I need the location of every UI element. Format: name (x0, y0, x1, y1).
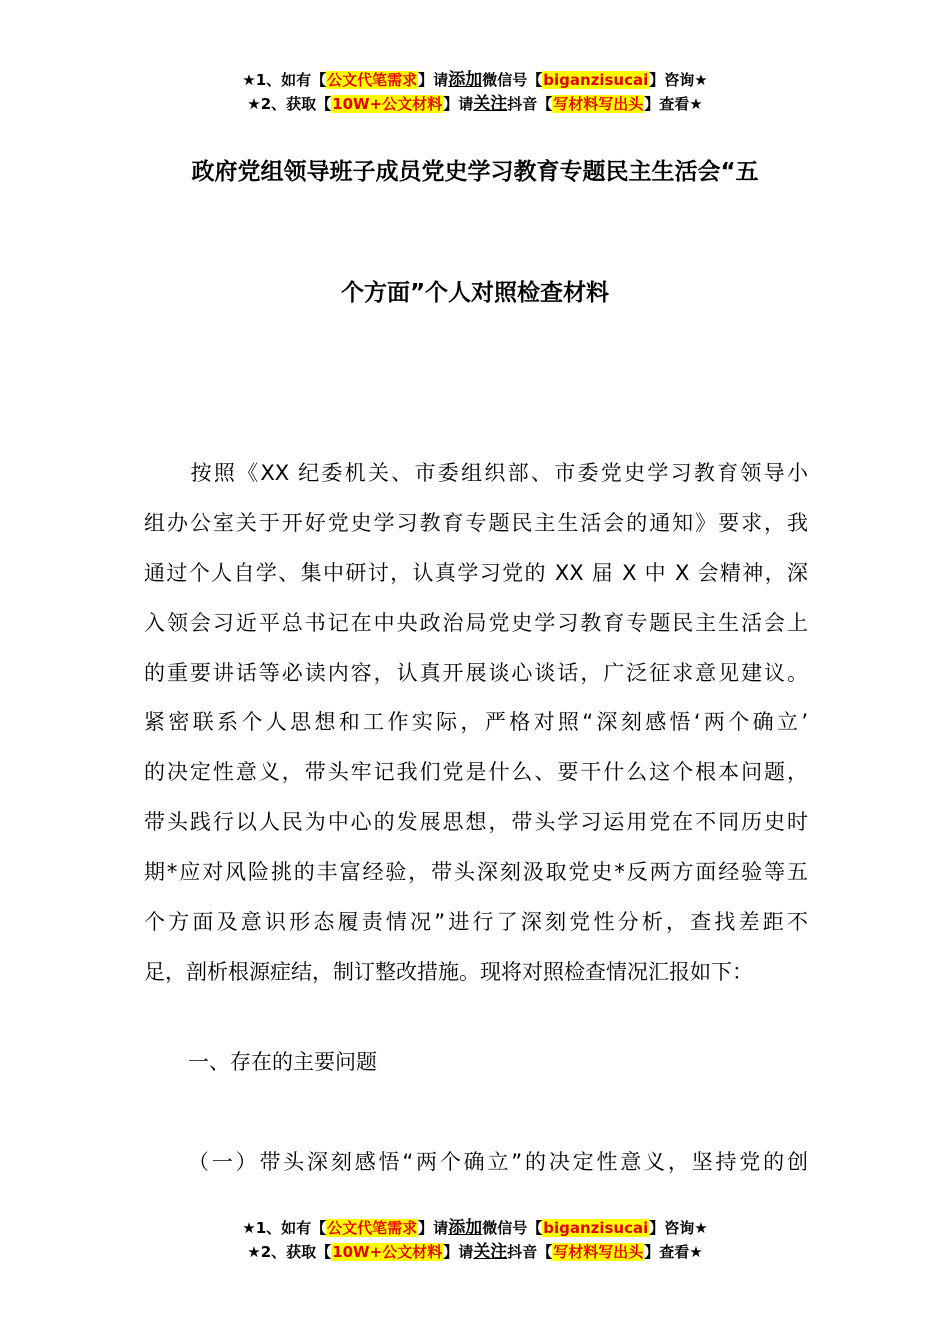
promo-text: 】请 (443, 95, 474, 113)
paragraph-line: 入领会习近平总书记在中央政治局党史学习教育专题民主生活会上 (144, 610, 808, 635)
header-promo-banner (0, 68, 950, 116)
promo-highlight: 公文代笔需求 (327, 71, 418, 89)
promo-text: ★2、获取【 (247, 1243, 332, 1261)
paragraph-line: 组办公室关于开好党史学习教育专题民主生活会的通知》要求，我 (144, 510, 808, 535)
promo-text: ★1、如有【 (242, 1219, 327, 1237)
promo-text: ★1、如有【 (242, 71, 327, 89)
promo-text: 】咨询★ (649, 71, 708, 89)
promo-emphasis: 添加 (448, 70, 483, 90)
promo-douyin-id: 写材料写出头 (553, 95, 644, 113)
promo-text: ★2、获取【 (247, 95, 332, 113)
paragraph-line: 期*应对风险挑的丰富经验，带头深刻汲取党史*反两方面经验等五 (144, 860, 808, 885)
paragraph-line: 的重要讲话等必读内容，认真开展谈心谈话，广泛征求意见建议。 (144, 660, 808, 685)
paragraph-line: 通过个人自学、集中研讨，认真学习党的 XX 届 X 中 X 会精神，深 (144, 560, 808, 585)
promo-emphasis: 添加 (448, 1218, 483, 1238)
promo-emphasis: 关注 (473, 94, 508, 114)
section-subheading: （一）带头深刻感悟“两个确立”的决定性意义，坚持党的创 (188, 1150, 808, 1174)
footer-promo-banner (0, 1216, 950, 1264)
promo-wechat-id: biganzisucai (543, 71, 649, 89)
promo-douyin-id: 写材料写出头 (553, 1243, 644, 1261)
promo-line-2 (0, 92, 950, 116)
document-title-line-2: 个方面”个人对照检查材料 (340, 280, 610, 306)
section-heading: 一、存在的主要问题 (188, 1050, 377, 1074)
promo-highlight: 10W+公文材料 (332, 95, 443, 113)
promo-text: 】请 (443, 1243, 474, 1261)
promo-text: 抖音【 (507, 1243, 553, 1261)
promo-emphasis: 关注 (473, 1242, 508, 1262)
paragraph-line: 按照《XX 纪委机关、市委组织部、市委党史学习教育领导小 (144, 461, 808, 485)
promo-highlight: 10W+公文材料 (332, 1243, 443, 1261)
promo-text: 微信号【 (482, 1219, 543, 1237)
promo-highlight: 公文代笔需求 (327, 1219, 418, 1237)
promo-text: 】咨询★ (649, 1219, 708, 1237)
promo-text: 】查看★ (644, 1243, 703, 1261)
promo-line-1 (0, 68, 950, 92)
paragraph-line: 紧密联系个人思想和工作实际，严格对照“深刻感悟‘两个确立’ (144, 710, 808, 735)
document-title-line-1: 政府党组领导班子成员党史学习教育专题民主生活会“五 (191, 159, 759, 185)
paragraph-line: 的决定性意义，带头牢记我们党是什么、要干什么这个根本问题， (144, 760, 808, 785)
promo-wechat-id: biganzisucai (543, 1219, 649, 1237)
promo-line-2 (0, 1240, 950, 1264)
promo-line-1 (0, 1216, 950, 1240)
paragraph-line: 带头践行以人民为中心的发展思想，带头学习运用党在不同历史时 (144, 810, 808, 835)
promo-text: 抖音【 (507, 95, 553, 113)
promo-text: 】请 (418, 71, 449, 89)
paragraph-line: 足，剖析根源症结，制订整改措施。现将对照检查情况汇报如下： (144, 959, 753, 984)
promo-text: 】查看★ (644, 95, 703, 113)
promo-text: 微信号【 (482, 71, 543, 89)
body-paragraph (144, 449, 808, 998)
paragraph-line: 个方面及意识形态履责情况”进行了深刻党性分析，查找差距不 (144, 910, 808, 935)
promo-text: 】请 (418, 1219, 449, 1237)
